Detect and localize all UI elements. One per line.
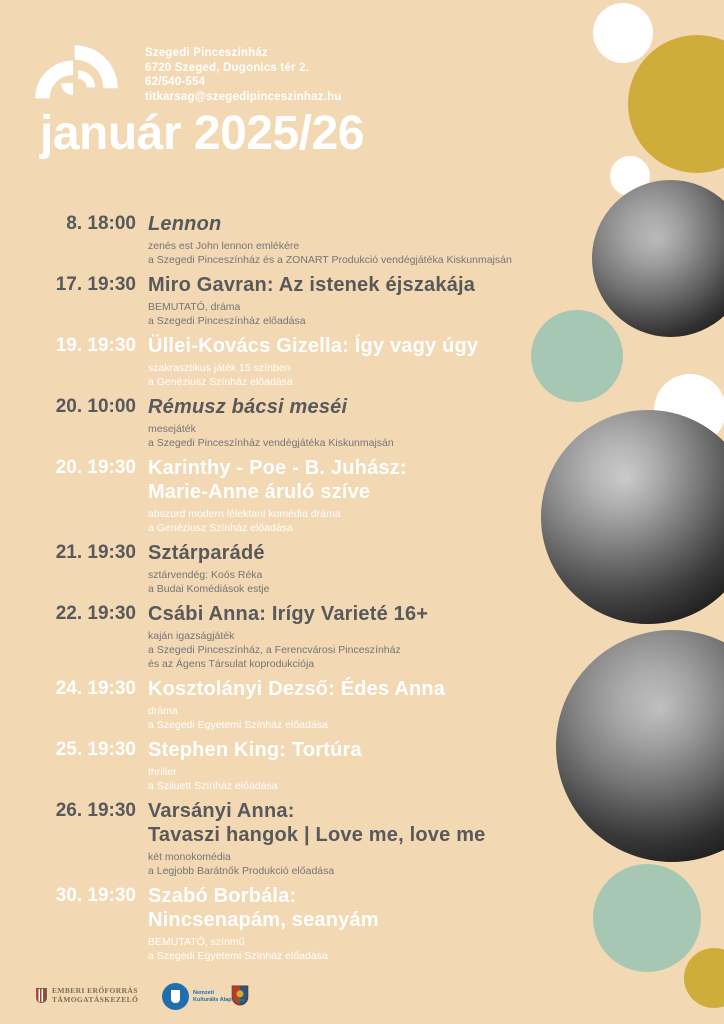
event-title-line: Sztárparádé — [148, 542, 265, 564]
event-subtitle-line: mesejáték — [148, 423, 196, 435]
event-subtitles — [148, 361, 570, 389]
emft-line1: EMBERI ERŐFORRÁS — [52, 986, 138, 995]
event-date: 21. 19:30 — [55, 542, 136, 563]
event-title-line: Stephen King: Tortúra — [148, 739, 362, 761]
event-title — [148, 884, 570, 932]
decor-circle-mustard-bottom — [684, 948, 724, 1008]
event-title — [148, 799, 570, 847]
event-title-line: Rémusz bácsi meséi — [148, 396, 348, 418]
event-main — [148, 541, 570, 596]
event-row — [40, 273, 570, 328]
event-subtitles — [148, 422, 570, 450]
event-row — [40, 395, 570, 450]
event-main — [148, 799, 570, 878]
event-title — [148, 738, 570, 762]
event-subtitle-line: a Szegedi Pinceszínház előadása — [148, 315, 306, 327]
event-main — [148, 456, 570, 535]
contact-block — [145, 46, 342, 104]
event-subtitle-line: a Szegedi Egyetemi Színház előadása — [148, 719, 328, 731]
actor-photo-man — [592, 180, 724, 337]
event-subtitles — [148, 850, 570, 878]
event-subtitle-line: a Szegedi Egyetemi Színház előadása — [148, 950, 328, 962]
event-date: 30. 19:30 — [55, 885, 136, 906]
decor-circle-sage-bottom — [593, 864, 701, 972]
event-date: 20. 10:00 — [55, 396, 136, 417]
event-main — [148, 677, 570, 732]
emft-line2: TÁMOGATÁSKEZELŐ — [52, 994, 139, 1004]
event-subtitles — [148, 629, 570, 671]
event-row — [40, 799, 570, 878]
event-subtitle-line: abszurd modern lélektani komédia dráma — [148, 508, 341, 520]
event-date: 8. 18:00 — [66, 213, 136, 234]
org-email: titkarsag@szegedipinceszinhaz.hu — [145, 90, 342, 103]
event-row — [40, 602, 570, 671]
event-title — [148, 334, 570, 358]
event-subtitles — [148, 568, 570, 596]
event-date: 26. 19:30 — [55, 800, 136, 821]
event-title-line: Csábi Anna: Irígy Varieté 16+ — [148, 603, 429, 625]
event-date: 19. 19:30 — [55, 335, 136, 356]
event-subtitles — [148, 300, 570, 328]
event-subtitle-line: a Genéziusz Színház előadása — [148, 522, 293, 534]
event-main — [148, 395, 570, 450]
event-date: 25. 19:30 — [55, 739, 136, 760]
event-subtitle-line: két monokomédia — [148, 851, 231, 863]
event-subtitle-line: kaján igazságjáték — [148, 630, 235, 642]
event-title — [148, 273, 570, 297]
event-subtitle-line: sztárvendég: Koós Réka — [148, 569, 263, 581]
event-title-line: Üllei-Kovács Gizella: Így vagy úgy — [148, 335, 479, 357]
event-date: 17. 19:30 — [55, 274, 136, 295]
actor-photo-woman-beads — [556, 630, 724, 862]
event-row — [40, 456, 570, 535]
event-main — [148, 334, 570, 389]
event-subtitle-line: a Budai Komédiások estje — [148, 583, 270, 595]
event-title — [148, 456, 570, 504]
event-title — [148, 602, 570, 626]
event-main — [148, 602, 570, 671]
event-title-line: Szabó Borbála: — [148, 885, 297, 907]
event-subtitle-line: BEMUTATÓ, színmű — [148, 936, 245, 948]
nka-circle-icon — [162, 983, 189, 1010]
org-name: Szegedi Pinceszínház — [145, 47, 268, 59]
event-title-line: Lennon — [148, 213, 222, 235]
event-row — [40, 541, 570, 596]
event-subtitle-line: és az Ágens Társulat koprodukciója — [148, 658, 315, 670]
hungarian-coat-of-arms-icon — [36, 988, 47, 1003]
event-subtitle-line: a Legjobb Barátnők Produkció előadása — [148, 865, 335, 877]
event-subtitles — [148, 765, 570, 793]
event-main — [148, 212, 570, 267]
event-row — [40, 884, 570, 963]
szeged-coat-of-arms-icon — [231, 985, 249, 1006]
nka-logo-text: Nemzeti Kulturális Alap — [193, 990, 232, 1003]
emft-logo — [36, 987, 138, 1004]
nka-crest-icon — [171, 990, 180, 1003]
event-subtitles — [148, 704, 570, 732]
event-row — [40, 738, 570, 793]
event-title — [148, 677, 570, 701]
org-phone: 62/540-554 — [145, 76, 206, 88]
event-subtitle-line: a Szegedi Pinceszínház vendégjátéka Kiskunmajsán — [148, 437, 394, 449]
event-subtitle-line: a Szegedi Pinceszínház, a Ferencvárosi Pinceszínház — [148, 644, 401, 656]
event-title-line: Varsányi Anna: — [148, 800, 295, 822]
event-subtitles — [148, 935, 570, 963]
event-title-line: Miro Gavran: Az istenek éjszakája — [148, 274, 476, 296]
event-subtitle-line: dráma — [148, 705, 178, 717]
event-title — [148, 541, 570, 565]
event-subtitles — [148, 507, 570, 535]
event-row — [40, 334, 570, 389]
event-title-line: Kosztolányi Dezső: Édes Anna — [148, 678, 446, 700]
event-subtitle-line: a Sziluett Színház előadása — [148, 780, 278, 792]
nka-logo — [162, 983, 233, 1010]
event-date: 24. 19:30 — [55, 678, 136, 699]
event-subtitle-line: szakrasztikus játék 15 színben — [148, 362, 291, 374]
event-row — [40, 212, 570, 267]
event-title — [148, 395, 570, 419]
page-title: január 2025/26 — [40, 107, 364, 160]
event-title-line: Nincsenapám, seanyám — [148, 909, 379, 931]
event-row — [40, 677, 570, 732]
event-subtitle-line: a Szegedi Pinceszínház és a ZONART Produkció vendégjátéka Kiskunmajsán — [148, 254, 512, 266]
decor-circle-white-top — [593, 3, 653, 63]
event-main — [148, 273, 570, 328]
event-subtitle-line: BEMUTATÓ, dráma — [148, 301, 241, 313]
szeged-coat-of-arms-logo — [231, 985, 249, 1006]
event-title-line: Tavaszi hangok | Love me, love me — [148, 824, 486, 846]
event-title-line: Marie-Anne áruló szíve — [148, 481, 371, 503]
event-list — [40, 212, 570, 969]
theatre-logo-icon — [35, 44, 123, 112]
event-date: 20. 19:30 — [55, 457, 136, 478]
org-address: 6720 Szeged, Dugonics tér 2. — [145, 61, 310, 74]
event-subtitle-line: zenés est John lennon emlékére — [148, 240, 300, 252]
event-title — [148, 212, 570, 236]
event-main — [148, 884, 570, 963]
event-title-line: Karinthy - Poe - B. Juhász: — [148, 457, 407, 479]
emft-logo-text — [52, 987, 138, 1004]
event-subtitle-line: a Genéziusz Színház előadása — [148, 376, 293, 388]
event-subtitles — [148, 239, 570, 267]
event-date: 22. 19:30 — [55, 603, 136, 624]
event-subtitle-line: thriller — [148, 766, 177, 778]
event-main — [148, 738, 570, 793]
